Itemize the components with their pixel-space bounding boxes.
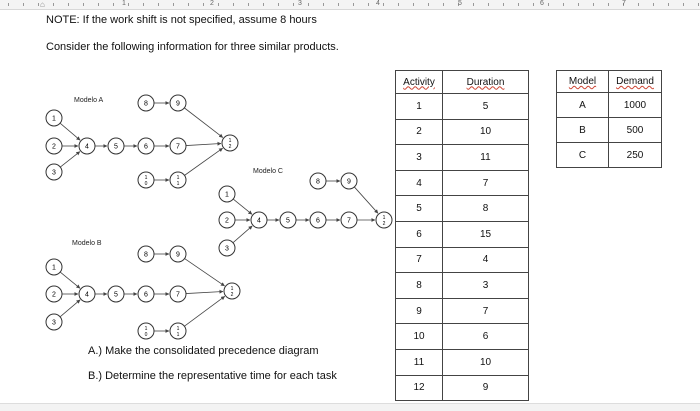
node-3 xyxy=(46,164,62,180)
node-4 xyxy=(251,212,267,228)
precedence-arrow xyxy=(60,300,80,317)
activity-cell: 12 xyxy=(396,375,443,401)
node-6 xyxy=(310,212,326,228)
intro-text: Consider the following information for three similar products. xyxy=(46,41,339,53)
svg-text:1: 1 xyxy=(52,115,56,123)
node-1 xyxy=(46,259,62,275)
node-7 xyxy=(170,286,186,302)
table-row xyxy=(396,375,529,401)
note-text: NOTE: If the work shift is not specified, assume 8 hours xyxy=(46,14,317,26)
precedence-arrow xyxy=(60,123,80,140)
table-row xyxy=(396,119,529,145)
node-1 xyxy=(219,186,235,202)
svg-text:4: 4 xyxy=(85,291,89,299)
table-row xyxy=(557,118,662,143)
activity-cell: 4 xyxy=(396,170,443,196)
table-row xyxy=(396,349,529,375)
duration-cell: 4 xyxy=(443,247,529,273)
svg-text:0: 0 xyxy=(144,181,148,187)
node-7 xyxy=(341,212,357,228)
ruler-number: 6 xyxy=(540,0,544,7)
demand-cell: 500 xyxy=(609,118,662,143)
demand-cell: 1000 xyxy=(609,93,662,118)
activity-header: Activity xyxy=(396,71,443,94)
svg-text:9: 9 xyxy=(176,251,180,259)
svg-text:2: 2 xyxy=(230,292,234,298)
activity-cell: 9 xyxy=(396,298,443,324)
node-12 xyxy=(222,135,238,151)
ruler-number: 3 xyxy=(298,0,302,7)
activity-cell: 10 xyxy=(396,324,443,350)
precedence-arrow xyxy=(354,187,378,213)
table-row xyxy=(396,324,529,350)
table-row xyxy=(396,170,529,196)
svg-text:9: 9 xyxy=(347,178,351,186)
model-b-label: Modelo B xyxy=(72,240,102,247)
model-cell: B xyxy=(557,118,609,143)
duration-cell: 11 xyxy=(443,145,529,171)
node-5 xyxy=(108,138,124,154)
svg-text:9: 9 xyxy=(176,100,180,108)
svg-text:1: 1 xyxy=(144,175,148,181)
node-2 xyxy=(46,286,62,302)
question-b: B.) Determine the representative time for each task xyxy=(88,370,337,382)
svg-text:1: 1 xyxy=(382,215,386,221)
model-a-label: Modelo A xyxy=(74,97,104,104)
table-row xyxy=(396,196,529,222)
table-row xyxy=(396,298,529,324)
duration-cell: 5 xyxy=(443,94,529,120)
svg-text:1: 1 xyxy=(176,181,180,187)
svg-text:0: 0 xyxy=(144,332,148,338)
duration-cell: 7 xyxy=(443,298,529,324)
svg-text:3: 3 xyxy=(52,169,56,177)
node-3 xyxy=(219,240,235,256)
svg-text:7: 7 xyxy=(347,217,351,225)
node-9 xyxy=(341,173,357,189)
question-a: A.) Make the consolidated precedence diagram xyxy=(88,345,319,357)
node-6 xyxy=(138,138,154,154)
duration-cell: 10 xyxy=(443,349,529,375)
node-8 xyxy=(138,246,154,262)
precedence-arrow xyxy=(185,148,223,175)
node-12 xyxy=(224,283,240,299)
duration-header: Duration xyxy=(443,71,529,94)
svg-text:1: 1 xyxy=(176,326,180,332)
ruler-number: 7 xyxy=(622,0,626,7)
svg-text:6: 6 xyxy=(144,143,148,151)
node-4 xyxy=(79,286,95,302)
node-7 xyxy=(170,138,186,154)
node-5 xyxy=(280,212,296,228)
activity-cell: 2 xyxy=(396,119,443,145)
ruler-number: 4 xyxy=(376,0,380,7)
svg-text:5: 5 xyxy=(114,143,118,151)
duration-cell: 7 xyxy=(443,170,529,196)
precedence-arrow xyxy=(233,199,252,214)
svg-text:3: 3 xyxy=(52,319,56,327)
table-row xyxy=(396,145,529,171)
precedence-arrow xyxy=(186,144,221,146)
model-header: Model xyxy=(557,71,609,93)
demand-cell: 250 xyxy=(609,143,662,168)
node-1 xyxy=(46,110,62,126)
precedence-arrow xyxy=(184,296,224,326)
duration-cell: 10 xyxy=(443,119,529,145)
node-5 xyxy=(108,286,124,302)
svg-text:2: 2 xyxy=(225,217,229,225)
svg-text:2: 2 xyxy=(382,221,386,227)
svg-text:7: 7 xyxy=(176,143,180,151)
svg-text:1: 1 xyxy=(176,175,180,181)
svg-text:1: 1 xyxy=(228,138,232,144)
node-12 xyxy=(376,212,392,228)
precedence-arrow xyxy=(186,291,223,293)
activity-cell: 8 xyxy=(396,273,443,299)
node-4 xyxy=(79,138,95,154)
activity-cell: 5 xyxy=(396,196,443,222)
duration-cell: 3 xyxy=(443,273,529,299)
node-2 xyxy=(219,212,235,228)
svg-text:1: 1 xyxy=(144,326,148,332)
svg-text:8: 8 xyxy=(316,178,320,186)
model-cell: A xyxy=(557,93,609,118)
svg-text:1: 1 xyxy=(225,191,229,199)
svg-text:4: 4 xyxy=(85,143,89,151)
node-9 xyxy=(170,246,186,262)
table-row xyxy=(396,273,529,299)
svg-text:2: 2 xyxy=(52,291,56,299)
svg-text:2: 2 xyxy=(228,144,232,150)
model-cell: C xyxy=(557,143,609,168)
svg-text:6: 6 xyxy=(316,217,320,225)
table-row xyxy=(396,94,529,120)
duration-cell: 9 xyxy=(443,375,529,401)
model-c-label: Modelo C xyxy=(253,168,283,175)
duration-cell: 6 xyxy=(443,324,529,350)
demand-header: Demand xyxy=(609,71,662,93)
svg-text:3: 3 xyxy=(225,245,229,253)
svg-text:5: 5 xyxy=(114,291,118,299)
svg-text:5: 5 xyxy=(286,217,290,225)
node-8 xyxy=(138,95,154,111)
activity-duration-table xyxy=(395,70,529,401)
node-11 xyxy=(170,172,186,188)
precedence-arrow xyxy=(185,259,225,286)
precedence-arrow xyxy=(184,108,223,138)
table-row xyxy=(396,247,529,273)
precedence-arrow xyxy=(60,272,80,288)
duration-cell: 15 xyxy=(443,221,529,247)
svg-text:1: 1 xyxy=(230,286,234,292)
node-8 xyxy=(310,173,326,189)
precedence-arrow xyxy=(233,226,252,243)
model-demand-table xyxy=(556,70,662,168)
svg-text:8: 8 xyxy=(144,100,148,108)
ruler-number: 1 xyxy=(122,0,126,7)
activity-cell: 3 xyxy=(396,145,443,171)
duration-cell: 8 xyxy=(443,196,529,222)
svg-text:7: 7 xyxy=(176,291,180,299)
activity-cell: 11 xyxy=(396,349,443,375)
svg-text:1: 1 xyxy=(176,332,180,338)
node-3 xyxy=(46,314,62,330)
svg-text:8: 8 xyxy=(144,251,148,259)
table-row xyxy=(396,221,529,247)
svg-text:1: 1 xyxy=(52,264,56,272)
node-6 xyxy=(138,286,154,302)
precedence-arrow xyxy=(60,152,80,167)
svg-text:6: 6 xyxy=(144,291,148,299)
node-11 xyxy=(170,323,186,339)
ruler-number: 2 xyxy=(210,0,214,7)
activity-cell: 7 xyxy=(396,247,443,273)
ruler-number: 5 xyxy=(458,0,462,7)
activity-cell: 1 xyxy=(396,94,443,120)
activity-cell: 6 xyxy=(396,221,443,247)
node-10 xyxy=(138,323,154,339)
node-2 xyxy=(46,138,62,154)
table-row xyxy=(557,143,662,168)
node-10 xyxy=(138,172,154,188)
node-9 xyxy=(170,95,186,111)
svg-text:2: 2 xyxy=(52,143,56,151)
svg-text:4: 4 xyxy=(257,217,261,225)
indent-marker-icon[interactable]: ⌂ xyxy=(40,0,45,9)
table-row xyxy=(557,93,662,118)
